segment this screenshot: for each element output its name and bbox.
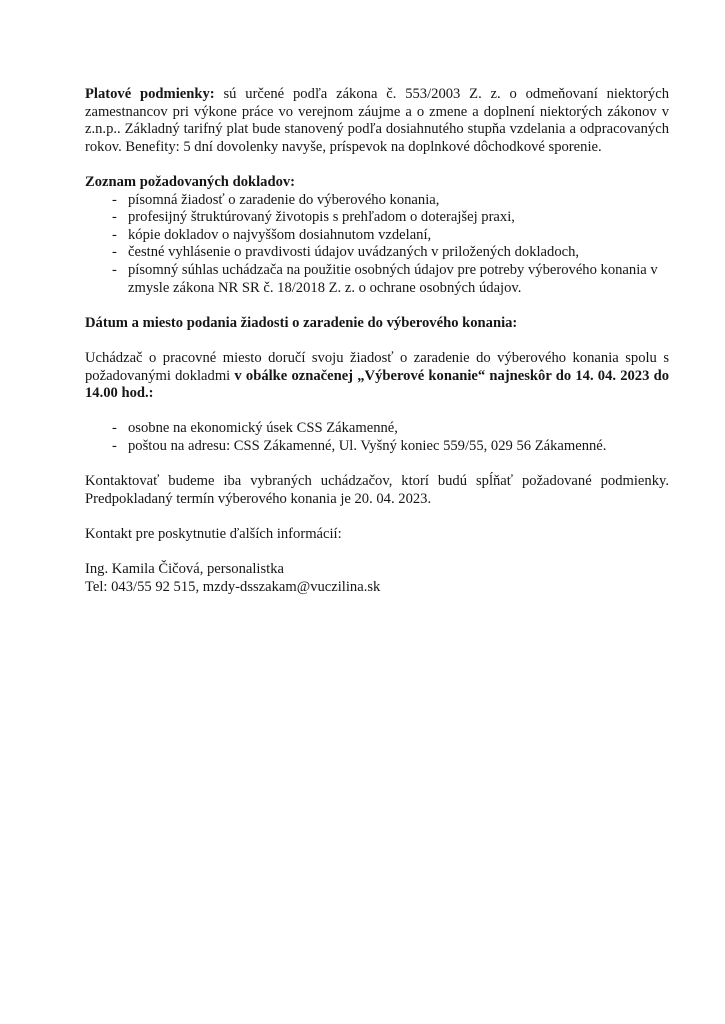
contact-heading: Kontakt pre poskytnutie ďalších informácií: bbox=[85, 525, 342, 542]
dash-bullet-icon: - bbox=[112, 226, 117, 243]
dash-bullet-icon: - bbox=[112, 261, 117, 278]
spacer bbox=[85, 455, 669, 473]
list-item-label: písomná žiadosť o zaradenie do výberového konania, bbox=[128, 191, 440, 208]
dash-bullet-icon: - bbox=[112, 191, 117, 208]
submission-heading: Dátum a miesto podania žiadosti o zaradenie do výberového konania: bbox=[85, 314, 518, 331]
list-item bbox=[85, 227, 669, 245]
contact-person-name: Ing. Kamila Čičová, personalistka bbox=[85, 561, 284, 578]
submission-paragraph bbox=[85, 350, 669, 403]
required-documents-list bbox=[85, 192, 669, 298]
list-item-label: kópie dokladov o najvyššom dosiahnutom vzdelaní, bbox=[128, 226, 432, 243]
spacer bbox=[85, 508, 669, 526]
dash-bullet-icon: - bbox=[112, 437, 117, 454]
list-item bbox=[85, 420, 669, 438]
dash-bullet-icon: - bbox=[112, 209, 117, 226]
list-item bbox=[85, 244, 669, 262]
spacer bbox=[85, 297, 669, 315]
list-item-label: písomný súhlas uchádzača na použitie osobných údajov pre potreby výberového konania v zmysle zákona NR SR č. 18/2018 Z. z. o ochrane osobných údajov. bbox=[128, 261, 658, 296]
list-item-label: profesijný štruktúrovaný životopis s prehľadom o doterajšej praxi, bbox=[128, 209, 515, 226]
spacer bbox=[85, 403, 669, 421]
spacer bbox=[85, 543, 669, 561]
dash-bullet-icon: - bbox=[112, 244, 117, 261]
salary-conditions-text: sú určené podľa zákona č. 553/2003 Z. z. o odmeňovaní niektorých zamestnancov pri výkone práce vo verejnom záujme a o zmene a doplnení niektorých zákonov v z.n.p.. Základný tarifný plat bude stanovený podľa dosiahnutého stupňa vzdelania a odpracovaných rokov. Benefity: 5 dní dovolenky navyše, príspevok na doplnkové dôchodkové sporenie. bbox=[85, 86, 669, 155]
list-item bbox=[85, 209, 669, 227]
document-body bbox=[85, 86, 669, 596]
spacer bbox=[85, 332, 669, 350]
salary-conditions-heading: Platové podmienky: bbox=[85, 86, 215, 102]
list-item bbox=[85, 438, 669, 456]
list-item-label: poštou na adresu: CSS Zákamenné, Ul. Vyšný koniec 559/55, 029 56 Zákamenné. bbox=[128, 437, 607, 454]
submission-text: Uchádzač o pracovné miesto doručí svoju žiadosť o zaradenie do výberového konania spolu s požadovanými dokladmi bbox=[85, 349, 669, 384]
spacer bbox=[85, 156, 669, 174]
list-item bbox=[85, 262, 669, 297]
contact-phone-email: Tel: 043/55 92 515, mzdy-dsszakam@vuczilina.sk bbox=[85, 578, 381, 595]
dash-bullet-icon: - bbox=[112, 420, 117, 437]
submission-methods-list bbox=[85, 420, 669, 455]
required-documents-heading: Zoznam požadovaných dokladov: bbox=[85, 173, 296, 190]
list-item-label: osobne na ekonomický úsek CSS Zákamenné, bbox=[128, 420, 398, 437]
salary-conditions-paragraph bbox=[85, 86, 669, 156]
selection-notice-paragraph: Kontaktovať budeme iba vybraných uchádzačov, ktorí budú spĺňať požadované podmienky. Predpokladaný termín výberového konania je 20. 04. 2023. bbox=[85, 473, 669, 507]
submission-deadline-text: v obálke označenej „Výberové konanie“ najneskôr do 14. 04. 2023 do 14.00 hod.: bbox=[85, 367, 669, 402]
list-item bbox=[85, 192, 669, 210]
list-item-label: čestné vyhlásenie o pravdivosti údajov uvádzaných v priložených dokladoch, bbox=[128, 244, 580, 261]
